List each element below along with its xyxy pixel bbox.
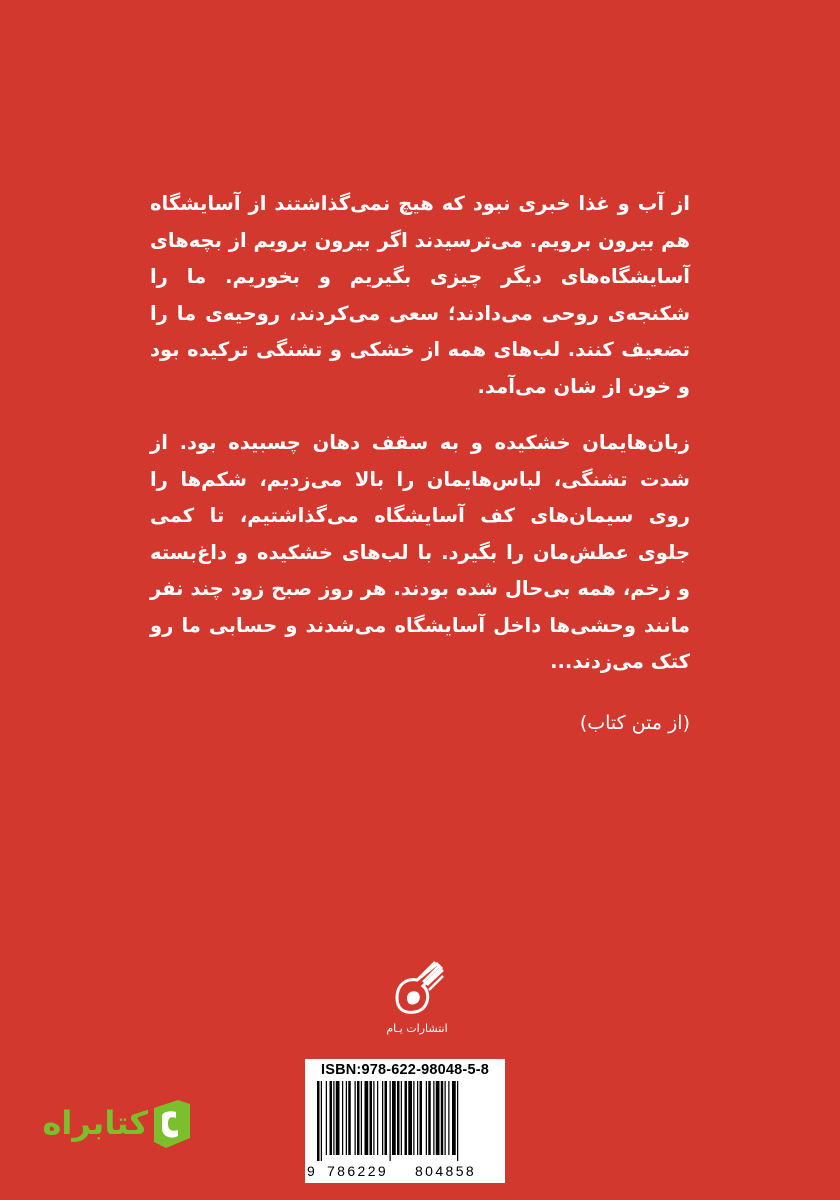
- barcode-bar: [390, 1081, 391, 1161]
- barcode-digits: [305, 1163, 505, 1183]
- excerpt-paragraph-2: زبان‌هایمان خشکیده و به سقف دهان چسبیده بود. از شدت تشنگی، لباس‌هایمان را بالا می‌زدیم، شکم‌ها را روی سیمان‌های کف آسایشگاه می‌گذاشتیم، تا کمی جلوی عطش‌مان را بگیرد. با لب‌های خشکیده و داغ‌بسته و زخم، همه بی‌حال شده بودند. هر روز صبح زود چند نفر مانند وحشی‌ها داخل آسایشگاه می‌شدند و حسابی ما رو کتک می‌زدند...: [150, 431, 690, 673]
- barcode-bar: [397, 1081, 400, 1155]
- barcode-bar: [401, 1081, 402, 1155]
- excerpt-paragraph-1: از آب و غذا خبری نبود که هیچ نمی‌گذاشتند از آسایشگاه هم بیرون برویم. می‌ترسیدند اگر بیرون برویم از بچه‌های آسایشگاه‌های دیگر چیزی بگیریم و بخوریم. ما را شکنجه‌ی روحی می‌دادند؛ سعی می‌کردند، روحیه‌ی ما را تضعیف کنند. لب‌های همه از خشکی و تشنگی ترکیده بود و خون از شان می‌آمد.: [150, 192, 690, 398]
- barcode-bar: [408, 1081, 412, 1155]
- barcode-digit-lead: 9: [307, 1163, 315, 1179]
- isbn-label: ISBN:978-622-98048-5-8: [320, 1062, 490, 1078]
- barcode-bar: [433, 1081, 434, 1155]
- barcode-bar: [448, 1081, 449, 1155]
- barcode-bar: [346, 1081, 347, 1155]
- excerpt-text: [150, 186, 690, 741]
- barcode-bar: [385, 1081, 388, 1155]
- kitabrah-logo-icon: [148, 1098, 196, 1150]
- kitabrah-brand: کتابراه: [42, 1104, 148, 1142]
- barcode-bar: [355, 1081, 356, 1155]
- isbn-barcode: [305, 1059, 505, 1183]
- barcode-bar: [377, 1081, 378, 1155]
- barcode-bar: [342, 1081, 343, 1155]
- barcode-bar: [365, 1081, 369, 1155]
- barcode-bar: [370, 1081, 373, 1155]
- source-note: (از متن کتاب): [579, 711, 690, 734]
- barcode-digits-right: 804858: [415, 1163, 477, 1179]
- barcode-bar: [321, 1081, 322, 1161]
- barcode-bar: [445, 1081, 446, 1155]
- barcode-bar: [317, 1081, 320, 1161]
- barcode-bar: [330, 1081, 333, 1155]
- barcode-bar: [333, 1081, 334, 1155]
- barcode-bar: [441, 1081, 444, 1155]
- publisher-emblem-icon: [389, 958, 445, 1022]
- barcode-bar: [336, 1081, 340, 1155]
- barcode-bar: [373, 1081, 374, 1155]
- barcode-bar: [326, 1081, 327, 1155]
- barcode-bar: [420, 1081, 423, 1155]
- barcode-bars: [313, 1081, 497, 1161]
- barcode-bar: [392, 1081, 396, 1155]
- barcode-bar: [436, 1081, 440, 1155]
- barcode-bar: [413, 1081, 414, 1155]
- barcode-bar: [417, 1081, 418, 1155]
- barcode-bar: [457, 1081, 458, 1161]
- barcode-bar: [426, 1081, 427, 1155]
- barcode-bar: [348, 1081, 351, 1155]
- barcode-bar: [382, 1081, 383, 1155]
- kitabrah-watermark: [36, 1098, 196, 1150]
- publisher-logo: [362, 958, 472, 1054]
- barcode-bar: [357, 1081, 360, 1155]
- publisher-name: انتشارات یـام: [386, 1022, 448, 1035]
- barcode-bar: [452, 1081, 456, 1155]
- barcode-bar: [405, 1081, 408, 1155]
- barcode-digits-left: 786229: [327, 1163, 389, 1179]
- barcode-bar: [428, 1081, 431, 1155]
- barcode-bar: [361, 1081, 362, 1155]
